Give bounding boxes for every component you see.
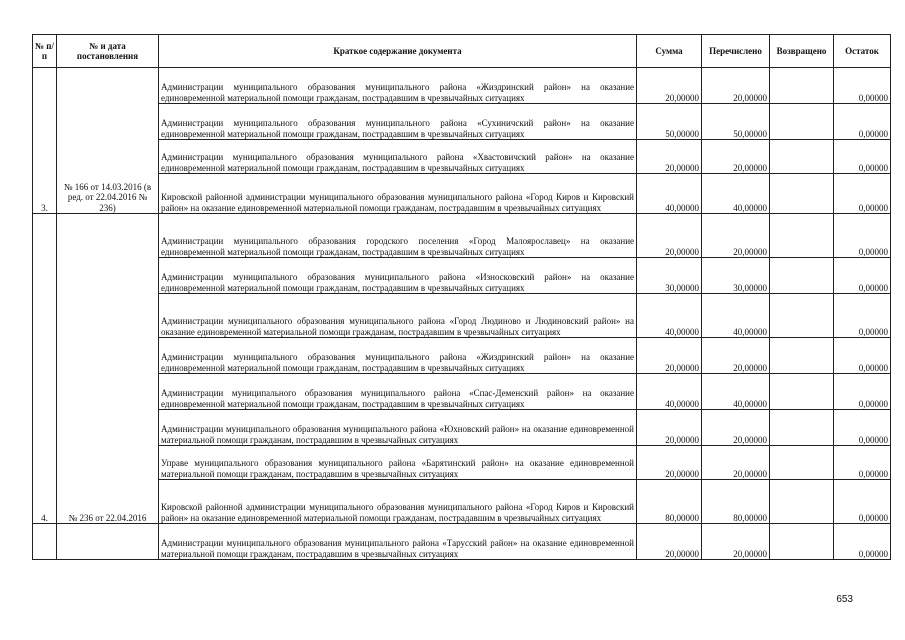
sum-cell: 20,00000 bbox=[637, 68, 702, 104]
paid-cell: 20,00000 bbox=[702, 338, 770, 374]
page-number: 653 bbox=[836, 594, 853, 605]
paid-cell: 40,00000 bbox=[702, 374, 770, 410]
sum-cell: 20,00000 bbox=[637, 446, 702, 480]
document-description: Администрации муниципального образования муниципального района «Сухиничский район» на оказание единовременной материальной помощи гражданам, пострадавшим в чрезвычайных ситуациях bbox=[159, 104, 637, 140]
header-sum: Сумма bbox=[637, 35, 702, 68]
row-number: 4. bbox=[33, 214, 57, 524]
rest-cell: 0,00000 bbox=[834, 174, 891, 214]
table-row bbox=[33, 338, 891, 374]
order-reference bbox=[57, 524, 159, 560]
paid-cell: 20,00000 bbox=[702, 524, 770, 560]
rest-cell: 0,00000 bbox=[834, 104, 891, 140]
table-header-row bbox=[33, 35, 891, 68]
rest-cell: 0,00000 bbox=[834, 446, 891, 480]
paid-cell: 20,00000 bbox=[702, 410, 770, 446]
rest-cell: 0,00000 bbox=[834, 68, 891, 104]
row-number: 3. bbox=[33, 68, 57, 214]
document-description: Администрации муниципального образования муниципального района «Износковский район» на оказание единовременной материальной помощи гражданам, пострадавшим в чрезвычайных ситуациях bbox=[159, 258, 637, 294]
table-row bbox=[33, 410, 891, 446]
row-number bbox=[33, 524, 57, 560]
paid-cell: 20,00000 bbox=[702, 214, 770, 258]
returned-cell bbox=[770, 374, 834, 410]
header-paid: Перечислено bbox=[702, 35, 770, 68]
returned-cell bbox=[770, 480, 834, 524]
rest-cell: 0,00000 bbox=[834, 480, 891, 524]
returned-cell bbox=[770, 104, 834, 140]
paid-cell: 20,00000 bbox=[702, 140, 770, 174]
paid-cell: 20,00000 bbox=[702, 446, 770, 480]
returned-cell bbox=[770, 258, 834, 294]
table-row bbox=[33, 374, 891, 410]
order-reference: № 236 от 22.04.2016 bbox=[57, 214, 159, 524]
document-description: Администрации муниципального образования муниципального района «Тарусский район» на оказание единовременной материальной помощи гражданам, пострадавшим в чрезвычайных ситуациях bbox=[159, 524, 637, 560]
document-description: Кировской районной администрации муниципального образования муниципального района «Город Киров и Кировский район» на оказание единовременной материальной помощи гражданам, пострадавшим в чрезвычайных ситуациях bbox=[159, 174, 637, 214]
table-row bbox=[33, 294, 891, 338]
sum-cell: 40,00000 bbox=[637, 174, 702, 214]
table-row bbox=[33, 258, 891, 294]
rest-cell: 0,00000 bbox=[834, 374, 891, 410]
document-description: Кировской районной администрации муниципального образования муниципального района «Город Киров и Кировский район» на оказание единовременной материальной помощи гражданам, пострадавшим в чрезвычайных ситуациях bbox=[159, 480, 637, 524]
returned-cell bbox=[770, 338, 834, 374]
sum-cell: 50,00000 bbox=[637, 104, 702, 140]
returned-cell bbox=[770, 68, 834, 104]
rest-cell: 0,00000 bbox=[834, 294, 891, 338]
header-returned: Возвращено bbox=[770, 35, 834, 68]
table-row bbox=[33, 174, 891, 214]
sum-cell: 20,00000 bbox=[637, 338, 702, 374]
rest-cell: 0,00000 bbox=[834, 214, 891, 258]
paid-cell: 40,00000 bbox=[702, 294, 770, 338]
paid-cell: 80,00000 bbox=[702, 480, 770, 524]
document-description: Администрации муниципального образования муниципального района «Город Людиново и Людиновский район» на оказание единовременной материальной помощи гражданам, пострадавшим в чрезвычайных ситуациях bbox=[159, 294, 637, 338]
document-description: Администрации муниципального образования муниципального района «Спас-Деменский район» на оказание единовременной материальной помощи гражданам, пострадавшим в чрезвычайных ситуациях bbox=[159, 374, 637, 410]
table-row bbox=[33, 524, 891, 560]
rest-cell: 0,00000 bbox=[834, 258, 891, 294]
paid-cell: 50,00000 bbox=[702, 104, 770, 140]
returned-cell bbox=[770, 410, 834, 446]
sum-cell: 80,00000 bbox=[637, 480, 702, 524]
document-description: Администрации муниципального образования муниципального района «Жиздринский район» на оказание единовременной материальной помощи гражданам, пострадавшим в чрезвычайных ситуациях bbox=[159, 68, 637, 104]
table-row bbox=[33, 214, 891, 258]
document-description: Администрации муниципального образования муниципального района «Юхновский район» на оказание единовременной материальной помощи гражданам, пострадавшим в чрезвычайных ситуациях bbox=[159, 410, 637, 446]
sum-cell: 20,00000 bbox=[637, 214, 702, 258]
document-description: Администрации муниципального образования муниципального района «Жиздринский район» на оказание единовременной материальной помощи гражданам, пострадавшим в чрезвычайных ситуациях bbox=[159, 338, 637, 374]
sum-cell: 20,00000 bbox=[637, 140, 702, 174]
returned-cell bbox=[770, 140, 834, 174]
header-order: № и дата постановления bbox=[57, 35, 159, 68]
header-num: № п/п bbox=[33, 35, 57, 68]
header-rest: Остаток bbox=[834, 35, 891, 68]
budget-table bbox=[32, 34, 891, 560]
returned-cell bbox=[770, 214, 834, 258]
sum-cell: 20,00000 bbox=[637, 410, 702, 446]
rest-cell: 0,00000 bbox=[834, 140, 891, 174]
returned-cell bbox=[770, 524, 834, 560]
sum-cell: 20,00000 bbox=[637, 524, 702, 560]
document-description: Администрации муниципального образования городского поселения «Город Малоярославец» на оказание единовременной материальной помощи гражданам, пострадавшим в чрезвычайных ситуациях bbox=[159, 214, 637, 258]
rest-cell: 0,00000 bbox=[834, 410, 891, 446]
header-content: Краткое содержание документа bbox=[159, 35, 637, 68]
document-description: Управе муниципального образования муниципального района «Барятинский район» на оказание единовременной материальной помощи гражданам, пострадавшим в чрезвычайных ситуациях bbox=[159, 446, 637, 480]
returned-cell bbox=[770, 174, 834, 214]
paid-cell: 30,00000 bbox=[702, 258, 770, 294]
rest-cell: 0,00000 bbox=[834, 338, 891, 374]
paid-cell: 40,00000 bbox=[702, 174, 770, 214]
table-row bbox=[33, 140, 891, 174]
returned-cell bbox=[770, 294, 834, 338]
table-row bbox=[33, 446, 891, 480]
order-reference: № 166 от 14.03.2016 (в ред. от 22.04.2016 № 236) bbox=[57, 68, 159, 214]
rest-cell: 0,00000 bbox=[834, 524, 891, 560]
table-row bbox=[33, 104, 891, 140]
sum-cell: 30,00000 bbox=[637, 258, 702, 294]
sum-cell: 40,00000 bbox=[637, 294, 702, 338]
returned-cell bbox=[770, 446, 834, 480]
document-description: Администрации муниципального образования муниципального района «Хвастовичский район» на оказание единовременной материальной помощи гражданам, пострадавшим в чрезвычайных ситуациях bbox=[159, 140, 637, 174]
table-row bbox=[33, 480, 891, 524]
paid-cell: 20,00000 bbox=[702, 68, 770, 104]
sum-cell: 40,00000 bbox=[637, 374, 702, 410]
table-row bbox=[33, 68, 891, 104]
